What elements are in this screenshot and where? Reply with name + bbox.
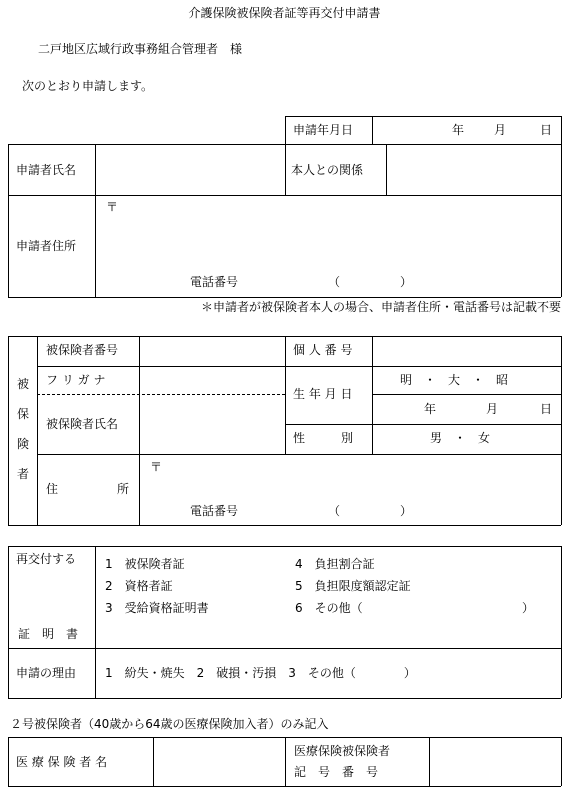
application-year: 年	[452, 123, 465, 137]
sex-label: 性 別	[293, 431, 354, 445]
reissue-item-2[interactable]: 2 資格者証	[105, 579, 173, 593]
medical-insurer-field[interactable]	[154, 738, 284, 785]
sex-options[interactable]: 男 ・ 女	[430, 431, 491, 445]
application-date-label: 申請年月日	[293, 123, 354, 137]
medical-insured-number-field[interactable]	[430, 738, 560, 785]
birth-month: 月	[486, 402, 499, 416]
applicant-name-field[interactable]	[96, 145, 284, 194]
reason-label: 申請の理由	[16, 666, 77, 680]
applicant-address-label: 申請者住所	[16, 239, 77, 253]
reissue-item-3[interactable]: 3 受給資格証明書	[105, 601, 209, 615]
insured-postal-mark: 〒	[150, 460, 163, 474]
insured-side-char-1: 被	[16, 377, 29, 391]
medical-insurer-label: 医 療 保 険 者 名	[16, 755, 108, 769]
applicant-phone-field[interactable]: （ ）	[328, 275, 413, 289]
application-day: 日	[540, 123, 553, 137]
insured-address-label-2: 所	[117, 482, 130, 496]
applicant-name-label: 申請者氏名	[16, 163, 77, 177]
relationship-field[interactable]	[387, 145, 560, 194]
form-title: 介護保険被保険者証等再交付申請書	[188, 6, 381, 20]
insured-number-label: 被保険者番号	[46, 343, 119, 357]
applicant-postal-mark: 〒	[106, 200, 119, 214]
medical-insured-label-2: 記 号 番 号	[294, 765, 379, 779]
applicant-note: ＊申請者が被保険者本人の場合、申請者住所・電話番号は記載不要	[200, 300, 561, 314]
applicant-phone-label: 電話番号	[190, 275, 239, 289]
reissue-item-6[interactable]: 6 その他（	[295, 601, 363, 615]
reissue-other-close: ）	[522, 601, 535, 615]
era-options[interactable]: 明 ・ 大 ・ 昭	[400, 373, 509, 387]
birthdate-label: 生 年 月 日	[293, 387, 353, 401]
personal-number-label: 個 人 番 号	[293, 343, 353, 357]
insured-side-char-4: 者	[16, 467, 29, 481]
insured-name-field[interactable]	[140, 395, 284, 453]
insured-phone-field[interactable]: （ ）	[328, 504, 413, 518]
insured-number-field[interactable]	[140, 337, 284, 365]
insured-side-char-3: 険	[16, 437, 29, 451]
personal-number-field[interactable]	[373, 337, 560, 365]
insured-name-label: 被保険者氏名	[46, 417, 119, 431]
reissue-label-top: 再交付する	[16, 552, 77, 566]
medical-note: ２号被保険者（40歳から64歳の医療保険加入者）のみ記入	[10, 717, 329, 731]
furigana-field[interactable]	[140, 367, 284, 393]
insured-address-field[interactable]	[140, 455, 560, 497]
furigana-label: フ リ ガ ナ	[46, 373, 106, 387]
reissue-label-bottom: 証 明 書	[18, 627, 79, 641]
insured-side-char-2: 保	[16, 407, 29, 421]
application-month: 月	[494, 123, 507, 137]
reason-options[interactable]: 1 紛失・焼失 2 破損・汚損 3 その他（ ）	[105, 666, 416, 680]
medical-insured-label-1: 医療保険被保険者	[294, 744, 391, 758]
applicant-address-field[interactable]	[96, 196, 560, 266]
insured-address-label-1: 住	[46, 482, 59, 496]
birth-day: 日	[540, 402, 553, 416]
relationship-label: 本人との関係	[291, 163, 364, 177]
reissue-item-1[interactable]: 1 被保険者証	[105, 557, 185, 571]
intro-text: 次のとおり申請します。	[22, 79, 154, 93]
birth-year: 年	[424, 402, 437, 416]
insured-phone-label: 電話番号	[190, 504, 239, 518]
reissue-item-5[interactable]: 5 負担限度額認定証	[295, 579, 411, 593]
reissue-item-4[interactable]: 4 負担割合証	[295, 557, 375, 571]
addressee: 二戸地区広域行政事務組合管理者 様	[38, 42, 243, 56]
